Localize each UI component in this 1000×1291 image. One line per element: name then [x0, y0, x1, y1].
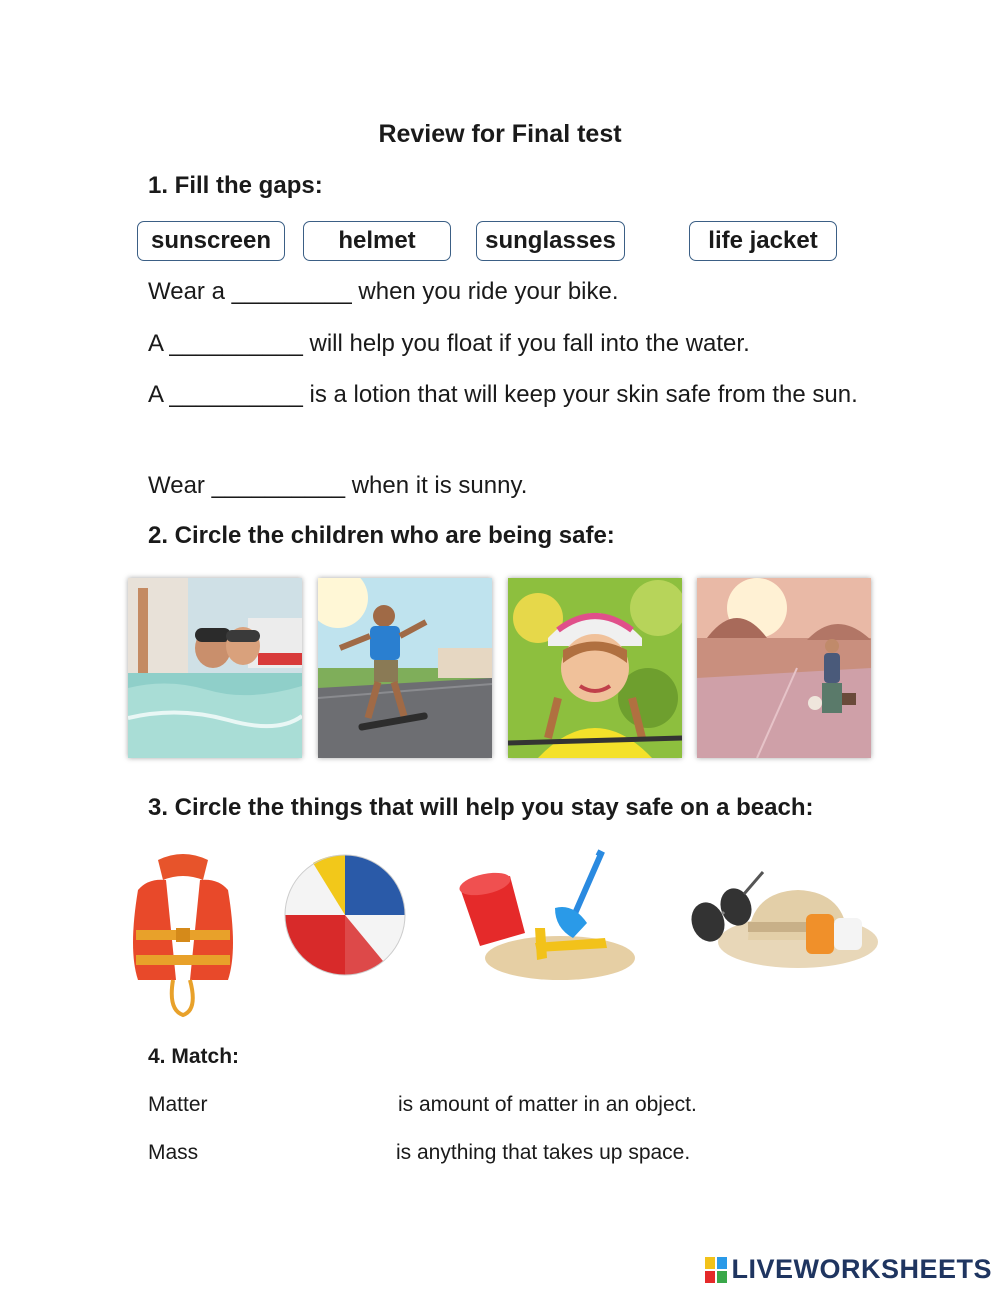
item-beach-ball[interactable] [283, 853, 407, 977]
match-term-mass[interactable]: Mass [148, 1141, 199, 1164]
gap-sentence-1: Wear a _________ when you ride your bike. [148, 278, 619, 305]
word-chip-helmet[interactable]: helmet [303, 221, 451, 261]
match-definition-2[interactable]: is anything that takes up space. [396, 1141, 691, 1164]
section3-heading: 3. Circle the things that will help you stay safe on a beach: [148, 794, 814, 821]
photo-child-walking-alone-on-road[interactable] [697, 578, 871, 758]
worksheet-title: Review for Final test [378, 120, 622, 148]
photo-girl-wearing-bike-helmet[interactable] [508, 578, 682, 758]
word-chip-sunglasses[interactable]: sunglasses [476, 221, 625, 261]
liveworksheets-logo [705, 1254, 992, 1285]
word-chip-sunscreen[interactable]: sunscreen [137, 221, 285, 261]
gap-sentence-4: Wear __________ when it is sunny. [148, 472, 528, 499]
section2-heading: 2. Circle the children who are being safe: [148, 522, 615, 549]
gap-sentence-3: A __________ is a lotion that will keep your skin safe from the sun. [148, 381, 858, 408]
section4-heading: 4. Match: [148, 1045, 240, 1068]
item-sunglasses-hat-sunscreen[interactable] [688, 862, 878, 977]
word-chip-life-jacket[interactable]: life jacket [689, 221, 837, 261]
gap-sentence-2: A __________ will help you float if you fall into the water. [148, 330, 750, 357]
photo-children-swimming-goggles[interactable] [128, 578, 302, 758]
liveworksheets-logo-icon [705, 1257, 727, 1283]
item-life-jacket[interactable] [128, 850, 238, 1020]
match-definition-1[interactable]: is amount of matter in an object. [398, 1093, 697, 1116]
section1-heading: 1. Fill the gaps: [148, 172, 323, 199]
item-bucket-and-spade[interactable] [455, 848, 635, 983]
photo-boy-skateboarding-no-helmet[interactable] [318, 578, 492, 758]
liveworksheets-logo-text: LIVEWORKSHEETS [731, 1254, 992, 1284]
match-term-matter[interactable]: Matter [148, 1093, 208, 1116]
